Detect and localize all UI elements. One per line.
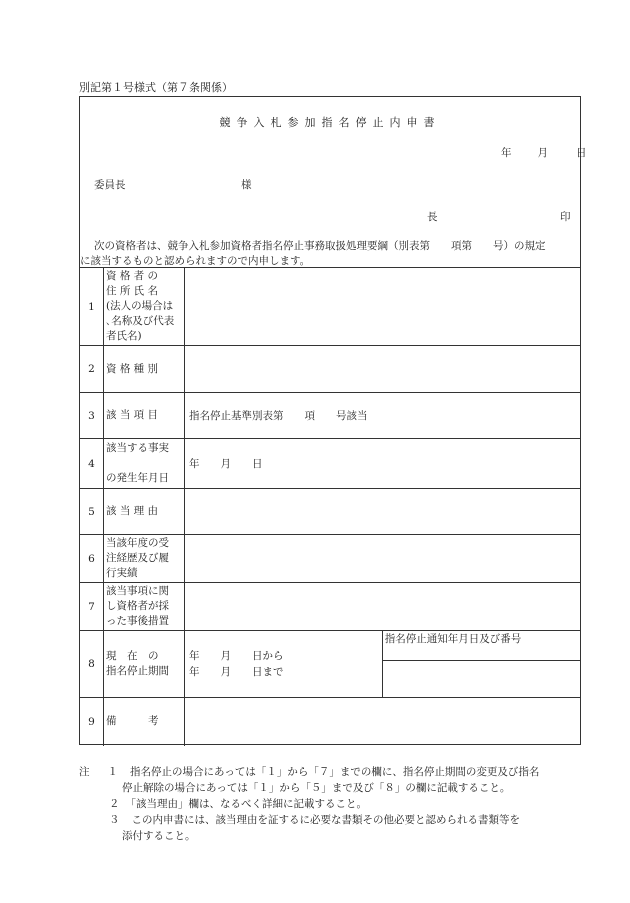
form-header bbox=[80, 97, 587, 267]
label-line: 住 所 氏 名 bbox=[106, 285, 159, 297]
label-line: 当該年度の受 bbox=[106, 537, 169, 549]
form-frame bbox=[79, 96, 587, 745]
label-line: 指名停止期間 bbox=[106, 665, 169, 677]
row-label bbox=[104, 268, 185, 346]
note-1 bbox=[79, 764, 579, 780]
table-row bbox=[80, 535, 580, 583]
date-day: 日 bbox=[576, 147, 587, 159]
table-row bbox=[80, 583, 580, 631]
label-line: の発生年月日 bbox=[106, 472, 169, 484]
table-row bbox=[80, 268, 580, 346]
row-label bbox=[104, 535, 185, 583]
label-line: 該当事項に関 bbox=[106, 585, 169, 597]
honorific: 様 bbox=[241, 179, 252, 191]
report-table bbox=[80, 267, 580, 746]
form-title: 競争入札参加指名停止内申書 bbox=[219, 116, 441, 129]
table-row bbox=[80, 489, 580, 535]
notes-section bbox=[79, 764, 579, 844]
table-row bbox=[80, 439, 580, 489]
note-3 bbox=[79, 812, 579, 828]
label-line: 注経歴及び履 bbox=[106, 552, 169, 564]
notes-prefix: 注 bbox=[79, 766, 90, 778]
row-label bbox=[104, 583, 185, 631]
table-row bbox=[80, 393, 580, 439]
row-number: 5 bbox=[80, 489, 104, 535]
row-label: 資 格 種 別 bbox=[104, 346, 185, 393]
label-line: 者氏名) bbox=[106, 330, 142, 342]
applicant-address-field[interactable] bbox=[185, 268, 581, 346]
date-year: 年 bbox=[501, 147, 512, 159]
note-text: 「該当理由」欄は、なるべく詳細に記載すること。 bbox=[125, 798, 367, 810]
addressee: 委員長 bbox=[94, 179, 126, 191]
label-line: し資格者が採 bbox=[106, 600, 169, 612]
label-line: ､名称及び代表 bbox=[106, 315, 175, 327]
order-history-field[interactable] bbox=[185, 535, 581, 583]
label-line: 行実績 bbox=[106, 567, 138, 579]
row-number: 7 bbox=[80, 583, 104, 631]
applicable-item-field[interactable]: 指名停止基準別表第 項 号該当 bbox=[185, 393, 581, 439]
occurrence-date-field[interactable]: 年 月 日 bbox=[185, 439, 581, 489]
label-line: 現 在 の bbox=[106, 650, 159, 662]
label-spacer bbox=[106, 456, 184, 471]
row-label bbox=[104, 631, 185, 698]
period-end: 年 月 日まで bbox=[189, 666, 284, 678]
remarks-field[interactable] bbox=[185, 698, 581, 746]
row-number: 3 bbox=[80, 393, 104, 439]
table-row bbox=[80, 631, 580, 661]
notice-date-field[interactable] bbox=[382, 661, 580, 698]
note-number: ２ bbox=[109, 798, 120, 810]
form-code: 別記第１号様式（第７条関係） bbox=[79, 81, 233, 94]
note-1-cont: 停止解除の場合にあっては「１」から「５」まで及び「８」の欄に記載すること。 bbox=[122, 782, 511, 794]
label-line: った事後措置 bbox=[106, 615, 169, 627]
row-label bbox=[104, 439, 185, 489]
note-text: この内申書には、該当理由を証するに必要な書類その他必要と認められる書類等を bbox=[131, 814, 520, 826]
label-line: (法人の場合は bbox=[106, 300, 174, 312]
row-number: 6 bbox=[80, 535, 104, 583]
note-2 bbox=[79, 796, 579, 812]
intro-line-1: 次の資格者は、競争入札参加資格者指名停止事務取扱処理要綱（別表第 項第 号）の規定 bbox=[94, 240, 546, 252]
intro-line-2: に該当するものと認められますので内申します。 bbox=[80, 255, 311, 267]
table-row bbox=[80, 346, 580, 393]
period-start: 年 月 日から bbox=[189, 650, 284, 662]
note-number: １ bbox=[107, 766, 118, 778]
label-line: 資 格 者 の bbox=[106, 270, 159, 282]
seal-mark: 印 bbox=[560, 211, 571, 223]
row-number: 8 bbox=[80, 631, 104, 698]
reason-field[interactable] bbox=[185, 489, 581, 535]
row-number: 4 bbox=[80, 439, 104, 489]
sender-title: 長 bbox=[427, 211, 438, 223]
note-text: 指名停止の場合にあっては「１」から「７」までの欄に、指名停止期間の変更及び指名 bbox=[130, 766, 540, 778]
row-label: 該 当 理 由 bbox=[104, 489, 185, 535]
notice-date-label: 指名停止通知年月日及び番号 bbox=[382, 631, 580, 661]
suspension-period-field[interactable] bbox=[185, 631, 383, 698]
row-number: 9 bbox=[80, 698, 104, 746]
note-3-cont: 添付すること。 bbox=[122, 830, 196, 842]
row-label: 該 当 項 目 bbox=[104, 393, 185, 439]
row-label: 備 考 bbox=[104, 698, 185, 746]
table-row bbox=[80, 698, 580, 746]
note-number: ３ bbox=[109, 814, 120, 826]
follow-up-measures-field[interactable] bbox=[185, 583, 581, 631]
row-number: 1 bbox=[80, 268, 104, 346]
date-line bbox=[501, 145, 587, 160]
row-number: 2 bbox=[80, 346, 104, 393]
label-line: 該当する事実 bbox=[106, 442, 169, 454]
date-month: 月 bbox=[537, 147, 548, 159]
qualification-type-field[interactable] bbox=[185, 346, 581, 393]
